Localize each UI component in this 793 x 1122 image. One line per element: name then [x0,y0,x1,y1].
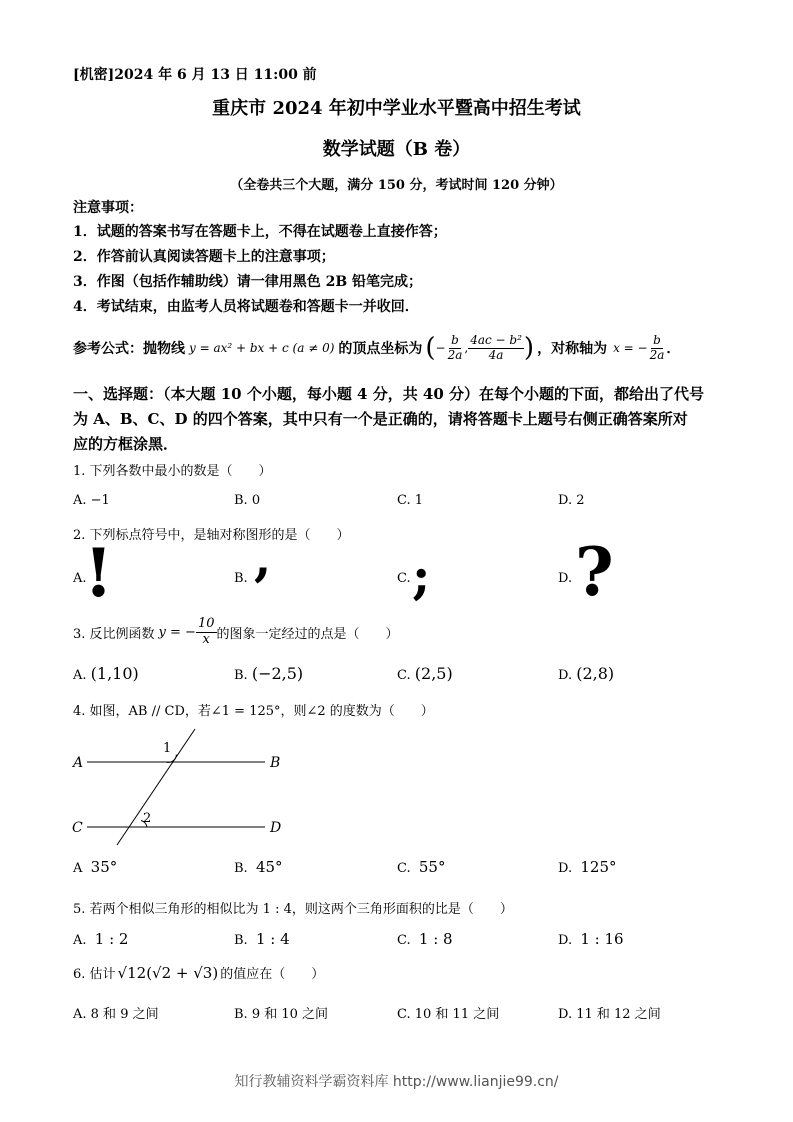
q6-option-a[interactable]: A. 8 和 9 之间 [73,1007,159,1022]
formula-prefix: 参考公式：抛物线 [73,341,185,357]
transversal-line [117,729,195,845]
question-3-stem: 3. 反比例函数 y = − $\frac{10}{x}$ 的图象一定经过的点是（ ） [73,615,399,647]
q6-option-d[interactable]: D. 11 和 12 之间 [558,1007,661,1022]
paren-left: ( [425,333,436,363]
q3-fraction: $\frac{10}{x}$ [197,615,215,647]
reference-formula: 参考公式：抛物线 y = ax² + bx + c (a ≠ 0) 的顶点坐标为 ( − $\frac{b}{2a}$ , $\frac{\text{4ac − b²}}{4a}$ ) ，对称轴为 x = − $\frac{b}{2a}$ ． [73,332,681,363]
q5-option-a[interactable]: A. 1 : 2 [73,930,129,948]
q2-option-b[interactable]: B. [234,571,248,586]
q3-option-d[interactable]: D. (2,8) [558,664,615,683]
semicolon-symbol: ; [412,546,431,605]
note-item: 2．作答前认真阅读答题卡上的注意事项； [73,249,335,265]
notes-heading: 注意事项： [73,200,143,216]
paren-right: ) [523,333,535,363]
q2-option-d[interactable]: D. [558,571,573,586]
q3-option-b[interactable]: B. (−2,5) [234,664,304,683]
axis-lhs: x = − [613,341,648,355]
vertex-x-fraction: $\frac{b}{2a}$ [447,332,463,362]
angle-1-label: 1 [163,741,172,756]
q4-option-a[interactable]: A 35° [73,858,118,876]
note-item: 3．作图（包括作辅助线）请一律用黑色 2B 铅笔完成； [73,274,423,290]
q3-option-c[interactable]: C. (2,5) [397,664,453,683]
q6-option-b[interactable]: B. 9 和 10 之间 [234,1007,329,1022]
exam-subtitle: 数学试题（B 卷） [322,139,471,160]
q5-option-b[interactable]: B. 1 : 4 [234,930,290,948]
vertex-y-fraction: $\frac{\text{4ac − b²}}{4a}$ [470,332,522,362]
confidential-line: [机密]2024 年 6 月 13 日 11:00 前 [73,67,317,83]
section-heading: 一、选择题：（本大题 10 个小题，每小题 4 分，共 40 分）在每个小题的下面，都给出了代号 [73,385,705,403]
question-2-stem: 2. 下列标点符号中，是轴对称图形的是（ ） [73,528,350,543]
exam-title: 重庆市 2024 年初中学业水平暨高中招生考试 [212,98,581,119]
q1-option-c[interactable]: C. 1 [397,493,424,508]
question-6-stem: 6. 估计 √12(√2 + √3) 的值应在（ ） [73,964,325,982]
footer-watermark: 知行教辅资料学霸资料库 http://www.lianjie99.cn/ [234,1074,559,1090]
question-mark-symbol: ? [575,533,614,611]
q4-option-c[interactable]: C. 55° [397,858,446,876]
q1-option-d[interactable]: D. 2 [558,493,585,508]
section-heading: 为 A、B、C、D 的四个答案，其中只有一个是正确的，请将答题卡上题号右侧正确答案所对 [73,410,688,428]
q5-option-c[interactable]: C. 1 : 8 [397,930,453,948]
q4-option-d[interactable]: D. 125° [558,858,617,876]
axis-fraction: $\frac{b}{2a}$ [649,332,665,362]
q2-option-c[interactable]: C. [397,571,411,586]
comma-symbol: , [254,528,272,587]
question-4-stem: 4. 如图，AB // CD，若∠1 = 125°，则∠2 的度数为（ ） [73,704,434,719]
point-a-label: A [73,755,84,771]
question-1-stem: 1. 下列各数中最小的数是（ ） [73,464,272,479]
q1-option-a[interactable]: A. −1 [73,493,110,508]
formula-end: ． [666,341,681,357]
formula-axis-text: ，对称轴为 [537,341,608,357]
note-item: 1．试题的答案书写在答题卡上，不得在试题卷上直接作答； [73,224,447,240]
point-c-label: C [72,820,83,836]
parallel-lines-figure [65,725,295,850]
q6-option-c[interactable]: C. 10 和 11 之间 [397,1007,500,1022]
angle-2-label: 2 [143,811,152,826]
exclamation-mark-symbol: ! [84,534,113,612]
q4-option-b[interactable]: B. 45° [234,858,283,876]
parabola-equation: y = ax² + bx + c (a ≠ 0) [189,341,335,355]
formula-vertex-text: 的顶点坐标为 [338,341,423,357]
q1-option-b[interactable]: B. 0 [234,493,261,508]
q2-option-a[interactable]: A. [73,571,87,586]
q3-option-a[interactable]: A. (1,10) [73,664,139,683]
question-5-stem: 5. 若两个相似三角形的相似比为 1 : 4，则这两个三角形面积的比是（ ） [73,902,513,917]
note-item: 4．考试结束，由监考人员将试题卷和答题卡一并收回． [73,299,419,315]
q5-option-d[interactable]: D. 1 : 16 [558,930,624,948]
section-heading: 应的方框涂黑． [73,435,179,453]
q6-expression: √12(√2 + √3) [117,964,219,982]
point-b-label: B [270,755,281,771]
exam-info: （全卷共三个大题，满分 150 分，考试时间 120 分钟） [230,178,563,193]
point-d-label: D [270,820,282,836]
